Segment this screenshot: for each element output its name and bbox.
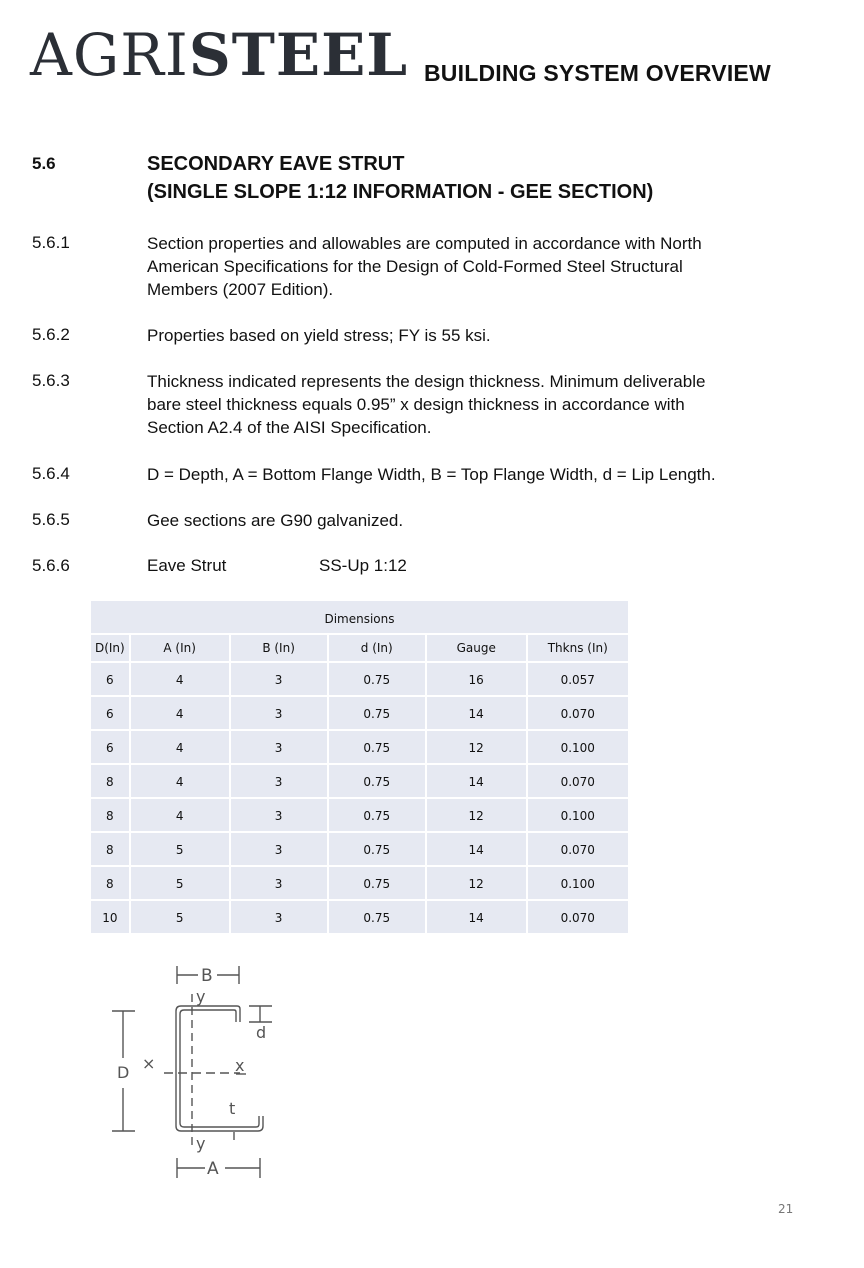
table-row <box>90 730 629 764</box>
table-cell: 0.75 <box>328 832 426 866</box>
table-column-header: A (In) <box>130 634 230 662</box>
table-cell: 0.070 <box>527 696 629 730</box>
table-row <box>90 832 629 866</box>
table-cell: 8 <box>90 798 130 832</box>
table-cell: 0.070 <box>527 832 629 866</box>
item-text <box>147 370 807 439</box>
table-group-header: Dimensions <box>90 600 629 634</box>
item-line: Section properties and allowables are computed in accordance with North <box>147 234 702 253</box>
table-cell: 8 <box>90 832 130 866</box>
table-cell: 0.100 <box>527 798 629 832</box>
item-number: 5.6.2 <box>32 325 70 344</box>
logo-text-right: STEEL <box>188 21 409 89</box>
table-cell: 4 <box>130 662 230 696</box>
table-cell: 14 <box>426 832 527 866</box>
page-number: 21 <box>778 1202 794 1216</box>
table-cell: 4 <box>130 798 230 832</box>
table-row <box>90 662 629 696</box>
item-line: Members (2007 Edition). <box>147 280 334 299</box>
item-line: American Specifications for the Design of Cold-Formed Steel Structural <box>147 257 683 276</box>
table-row <box>90 798 629 832</box>
dimension-B <box>177 966 239 986</box>
table-cell: 0.75 <box>328 866 426 900</box>
section-title-line1: SECONDARY EAVE STRUT <box>147 153 405 175</box>
table-header-row <box>90 634 629 662</box>
item-text <box>147 509 807 532</box>
table-cell: 14 <box>426 696 527 730</box>
table-cell: 3 <box>230 696 328 730</box>
table-cell: 5 <box>130 832 230 866</box>
item-line: D = Depth, A = Bottom Flange Width, B = Top Flange Width, d = Lip Length. <box>147 465 716 484</box>
table-cell: 3 <box>230 832 328 866</box>
table-column-header: d (In) <box>328 634 426 662</box>
table-cell: 3 <box>230 900 328 934</box>
table-cell: 12 <box>426 866 527 900</box>
item-text <box>147 463 847 486</box>
table-column-header: Thkns (In) <box>527 634 629 662</box>
company-logo <box>30 21 409 89</box>
item-text <box>147 232 807 301</box>
label-A: A <box>207 1159 219 1179</box>
table-row <box>90 764 629 798</box>
item-number: 5.6.1 <box>32 233 70 252</box>
table-cell: 16 <box>426 662 527 696</box>
item-line: bare steel thickness equals 0.95” x design thickness in accordance with <box>147 395 685 414</box>
table-cell: 6 <box>90 696 130 730</box>
table-cell: 3 <box>230 866 328 900</box>
table-cell: 6 <box>90 662 130 696</box>
table-cell: 8 <box>90 764 130 798</box>
table-cell: 5 <box>130 866 230 900</box>
table-cell: 14 <box>426 900 527 934</box>
dimension-A <box>177 1158 260 1179</box>
table-row <box>90 696 629 730</box>
table-cell: 0.070 <box>527 764 629 798</box>
table-column-header: Gauge <box>426 634 527 662</box>
table-cell: 0.100 <box>527 730 629 764</box>
table-cell: 4 <box>130 730 230 764</box>
logo-text-left: AGRI <box>30 21 189 89</box>
item-line: Gee sections are G90 galvanized. <box>147 511 404 530</box>
table-row <box>90 900 629 934</box>
table-cell: 12 <box>426 730 527 764</box>
section-title-line2: (SINGLE SLOPE 1:12 INFORMATION - GEE SECTION) <box>147 181 654 203</box>
label-y-bottom: y <box>196 1134 206 1153</box>
gee-profile-outer <box>176 1006 263 1131</box>
section-title <box>147 150 653 206</box>
table-cell: 3 <box>230 764 328 798</box>
table-cell: 8 <box>90 866 130 900</box>
label-d: d <box>256 1023 267 1042</box>
label-x-right: x <box>235 1056 245 1075</box>
table-body <box>90 662 629 934</box>
label-B: B <box>201 966 213 986</box>
document-title: BUILDING SYSTEM OVERVIEW <box>424 60 771 86</box>
dimension-D <box>112 1011 135 1131</box>
table-cell: 0.100 <box>527 866 629 900</box>
table-cell: 0.057 <box>527 662 629 696</box>
table-cell: 3 <box>230 662 328 696</box>
item-number: 5.6.6 <box>32 556 70 575</box>
item-line: Section A2.4 of the AISI Specification. <box>147 418 432 437</box>
table-cell: 6 <box>90 730 130 764</box>
eave-strut-value: SS-Up 1:12 <box>319 556 407 575</box>
eave-strut-label: Eave Strut <box>147 556 227 575</box>
dimension-d <box>249 1006 272 1042</box>
item-number: 5.6.4 <box>32 464 70 483</box>
item-line: Properties based on yield stress; FY is 55 ksi. <box>147 326 491 345</box>
table-cell: 12 <box>426 798 527 832</box>
table-column-header: D(In) <box>90 634 130 662</box>
item-number: 5.6.3 <box>32 371 70 390</box>
label-y-top: y <box>196 987 206 1006</box>
table-cell: 0.070 <box>527 900 629 934</box>
table-cell: 5 <box>130 900 230 934</box>
table-cell: 0.75 <box>328 730 426 764</box>
table-cell: 0.75 <box>328 798 426 832</box>
table-cell: 14 <box>426 764 527 798</box>
table-row <box>90 866 629 900</box>
item-text <box>147 324 807 347</box>
table-cell: 0.75 <box>328 696 426 730</box>
table-column-header: B (In) <box>230 634 328 662</box>
item-line: Thickness indicated represents the design thickness. Minimum deliverable <box>147 372 706 391</box>
table-cell: 4 <box>130 696 230 730</box>
label-t: t <box>229 1099 236 1118</box>
table-cell: 10 <box>90 900 130 934</box>
table-cell: 3 <box>230 798 328 832</box>
section-number: 5.6 <box>32 154 56 173</box>
table-cell: 0.75 <box>328 900 426 934</box>
label-x-left: × <box>142 1054 156 1073</box>
table-cell: 0.75 <box>328 764 426 798</box>
item-number: 5.6.5 <box>32 510 70 529</box>
gee-section-diagram <box>100 960 300 1190</box>
label-D: D <box>117 1063 130 1082</box>
table-cell: 3 <box>230 730 328 764</box>
table-cell: 0.75 <box>328 662 426 696</box>
table-cell: 4 <box>130 764 230 798</box>
dimensions-table <box>89 599 630 935</box>
